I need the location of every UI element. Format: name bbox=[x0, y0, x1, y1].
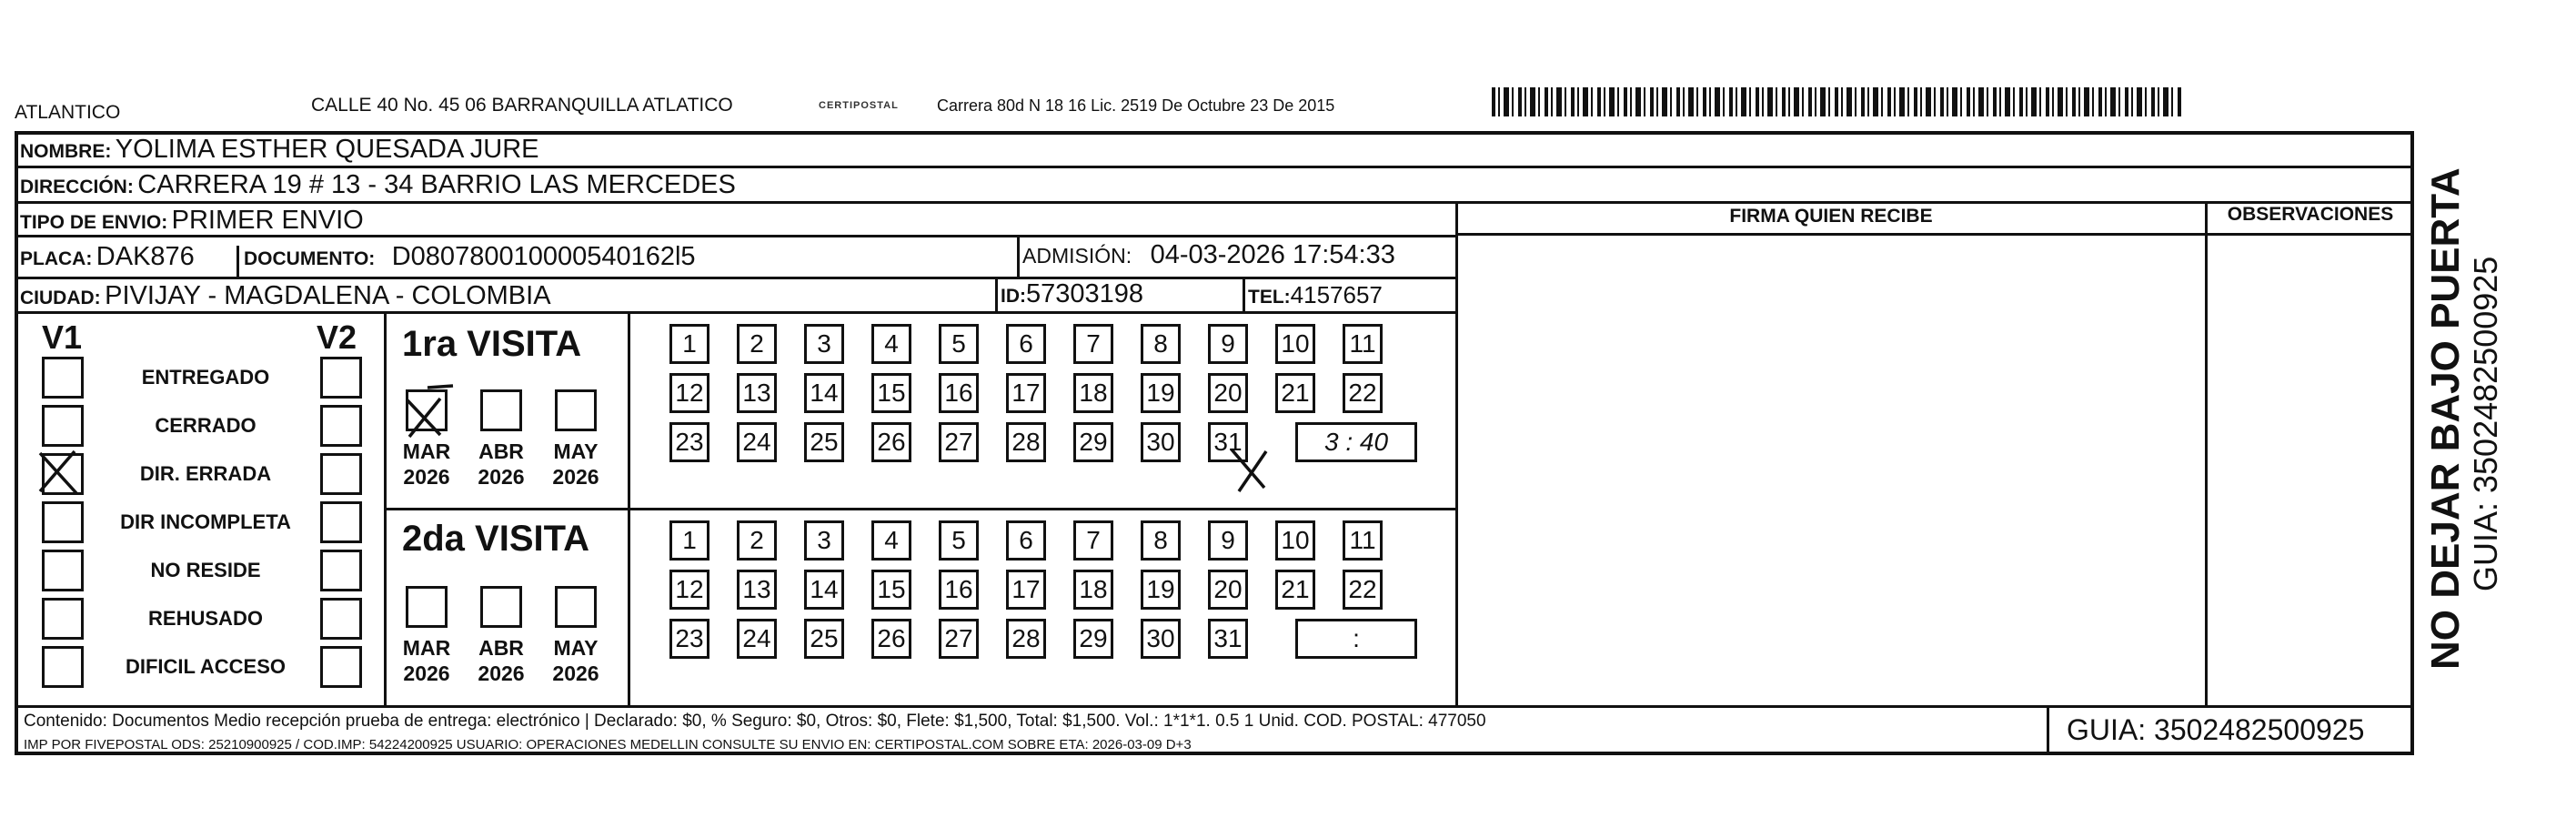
placa-label: PLACA: bbox=[20, 248, 93, 269]
day-box[interactable]: 19 bbox=[1141, 570, 1181, 610]
certipostal-logo: CERTIPOSTAL bbox=[819, 100, 899, 111]
direccion-label: DIRECCIÓN: bbox=[20, 177, 134, 197]
day-box[interactable]: 1 bbox=[669, 520, 709, 560]
month-label bbox=[469, 635, 533, 686]
day-box[interactable]: 24 bbox=[737, 619, 777, 659]
v2-checkbox[interactable] bbox=[320, 598, 362, 640]
admision-value: 04-03-2026 17:54:33 bbox=[1150, 240, 1395, 269]
day-box[interactable]: 15 bbox=[871, 570, 911, 610]
day-box[interactable]: 1 bbox=[669, 324, 709, 364]
day-box[interactable]: 18 bbox=[1073, 570, 1113, 610]
day-box[interactable]: 3 bbox=[804, 520, 844, 560]
day-box[interactable]: 6 bbox=[1006, 324, 1046, 364]
barcode bbox=[1492, 87, 2183, 116]
day-box[interactable]: 13 bbox=[737, 570, 777, 610]
day-box[interactable]: 25 bbox=[804, 619, 844, 659]
tel-label: TEL: bbox=[1248, 287, 1291, 308]
ciudad-row bbox=[20, 281, 551, 311]
placa-value: DAK876 bbox=[96, 242, 195, 271]
day-box[interactable]: 4 bbox=[871, 324, 911, 364]
day-box[interactable]: 12 bbox=[669, 373, 709, 413]
month-checkbox[interactable] bbox=[406, 586, 448, 628]
day-box[interactable]: 18 bbox=[1073, 373, 1113, 413]
month-year: 2026 bbox=[552, 465, 599, 489]
day-check-mark bbox=[1224, 446, 1288, 510]
month-name: MAR bbox=[402, 636, 451, 660]
nombre-label: NOMBRE: bbox=[20, 141, 112, 162]
day-box[interactable]: 21 bbox=[1275, 373, 1315, 413]
v2-checkbox[interactable] bbox=[320, 550, 362, 591]
day-box[interactable]: 31 bbox=[1208, 619, 1248, 659]
status-label: DIR. ERRADA bbox=[139, 462, 272, 485]
v1-checkbox[interactable] bbox=[42, 405, 84, 447]
month-name: ABR bbox=[478, 439, 524, 463]
day-box[interactable]: 22 bbox=[1343, 570, 1383, 610]
day-box[interactable]: 9 bbox=[1208, 520, 1248, 560]
footer-guia: GUIA: 3502482500925 bbox=[2067, 713, 2365, 746]
placa-row bbox=[20, 242, 195, 272]
side-notice: NO DEJAR BAJO PUERTA bbox=[2423, 167, 2468, 670]
v1-label: V1 bbox=[42, 318, 83, 356]
day-box[interactable]: 17 bbox=[1006, 570, 1046, 610]
day-box[interactable]: 21 bbox=[1275, 570, 1315, 610]
day-box[interactable]: 26 bbox=[871, 422, 911, 462]
day-box[interactable]: 30 bbox=[1141, 619, 1181, 659]
day-box[interactable]: 26 bbox=[871, 619, 911, 659]
day-box[interactable]: 13 bbox=[737, 373, 777, 413]
month-label bbox=[395, 635, 458, 686]
day-box[interactable]: 29 bbox=[1073, 619, 1113, 659]
sender-address: CALLE 40 No. 45 06 BARRANQUILLA ATLATICO bbox=[311, 95, 733, 116]
day-box[interactable]: 7 bbox=[1073, 324, 1113, 364]
v1-checkbox[interactable] bbox=[42, 550, 84, 591]
month-checkbox[interactable] bbox=[555, 389, 597, 431]
day-box[interactable]: 4 bbox=[871, 520, 911, 560]
first-visit-title: 1ra VISITA bbox=[402, 324, 582, 364]
tipo-envio-row bbox=[20, 206, 364, 236]
day-box[interactable]: 28 bbox=[1006, 422, 1046, 462]
tel-value: 4157657 bbox=[1290, 281, 1383, 308]
day-box[interactable]: 17 bbox=[1006, 373, 1046, 413]
status-label: REHUSADO bbox=[148, 607, 263, 630]
day-box[interactable]: 6 bbox=[1006, 520, 1046, 560]
day-box[interactable]: 27 bbox=[939, 422, 979, 462]
footer-content-line: Contenido: Documentos Medio recepción prueba de entrega: electrónico | Declarado: $0, % Seguro: $0, Otros: $0, Flete: $1,500, Total: $1,500. Vol.: 1*1*1. 0.5 1 Unid. COD. POSTAL: 477050 bbox=[24, 712, 1486, 731]
month-label bbox=[469, 439, 533, 490]
day-box[interactable]: 20 bbox=[1208, 570, 1248, 610]
status-label: DIFICIL ACCESO bbox=[125, 655, 286, 678]
time-box[interactable]: : bbox=[1295, 619, 1417, 659]
day-box[interactable]: 2 bbox=[737, 520, 777, 560]
license-text: Carrera 80d N 18 16 Lic. 2519 De Octubre 23 De 2015 bbox=[937, 96, 1335, 115]
v2-checkbox[interactable] bbox=[320, 501, 362, 543]
month-name: ABR bbox=[478, 636, 524, 660]
day-box[interactable]: 10 bbox=[1275, 520, 1315, 560]
status-label: ENTREGADO bbox=[141, 366, 270, 389]
status-label: CERRADO bbox=[155, 414, 257, 437]
v2-checkbox[interactable] bbox=[320, 405, 362, 447]
v2-checkbox[interactable] bbox=[320, 453, 362, 495]
tel-row bbox=[1248, 281, 1383, 309]
month-year: 2026 bbox=[403, 465, 450, 489]
v2-checkbox[interactable] bbox=[320, 646, 362, 688]
month-name: MAR bbox=[402, 439, 451, 463]
documento-label: DOCUMENTO: bbox=[244, 248, 376, 269]
admision-label: ADMISIÓN: bbox=[1022, 244, 1132, 268]
month-year: 2026 bbox=[403, 661, 450, 685]
day-box[interactable]: 8 bbox=[1141, 324, 1181, 364]
day-box[interactable]: 30 bbox=[1141, 422, 1181, 462]
month-label bbox=[544, 439, 608, 490]
id-label: ID: bbox=[1001, 286, 1026, 307]
day-box[interactable]: 19 bbox=[1141, 373, 1181, 413]
day-box[interactable]: 22 bbox=[1343, 373, 1383, 413]
region-label: ATLANTICO bbox=[15, 102, 121, 123]
time-box[interactable]: 3 : 40 bbox=[1295, 422, 1417, 462]
month-year: 2026 bbox=[478, 661, 525, 685]
v2-label: V2 bbox=[317, 318, 357, 356]
month-checkbox[interactable] bbox=[480, 586, 522, 628]
month-label bbox=[544, 635, 608, 686]
v1-checkbox[interactable] bbox=[42, 646, 84, 688]
side-guia: GUIA: 3502482500925 bbox=[2467, 256, 2504, 591]
status-label: DIR INCOMPLETA bbox=[120, 510, 291, 533]
day-box[interactable]: 23 bbox=[669, 422, 709, 462]
day-box[interactable]: 3 bbox=[804, 324, 844, 364]
month-check-mark bbox=[400, 382, 464, 446]
day-box[interactable]: 5 bbox=[939, 324, 979, 364]
day-box[interactable]: 9 bbox=[1208, 324, 1248, 364]
day-box[interactable]: 14 bbox=[804, 570, 844, 610]
v1-checkbox[interactable] bbox=[42, 357, 84, 399]
day-box[interactable]: 11 bbox=[1343, 520, 1383, 560]
tipo-envio-label: TIPO DE ENVIO: bbox=[20, 212, 168, 233]
admision-row bbox=[1022, 240, 1395, 270]
day-box[interactable]: 31 bbox=[1208, 422, 1248, 462]
nombre-value: YOLIMA ESTHER QUESADA JURE bbox=[115, 135, 539, 164]
day-box[interactable]: 27 bbox=[939, 619, 979, 659]
month-checkbox[interactable] bbox=[555, 586, 597, 628]
tipo-envio-value: PRIMER ENVIO bbox=[171, 206, 364, 235]
day-box[interactable]: 11 bbox=[1343, 324, 1383, 364]
id-row bbox=[1001, 279, 1143, 309]
day-box[interactable]: 24 bbox=[737, 422, 777, 462]
day-box[interactable]: 10 bbox=[1275, 324, 1315, 364]
day-box[interactable]: 28 bbox=[1006, 619, 1046, 659]
day-box[interactable]: 23 bbox=[669, 619, 709, 659]
day-box[interactable]: 29 bbox=[1073, 422, 1113, 462]
month-name: MAY bbox=[553, 636, 599, 660]
v2-checkbox[interactable] bbox=[320, 357, 362, 399]
footer-print-line: IMP POR FIVEPOSTAL ODS: 25210900925 / COD.IMP: 54224200925 USUARIO: OPERACIONES MEDELLIN CONSULTE SU ENVIO EN: CERTIPOSTAL.COM SOBRE ETA: 2026-03-09 D+3 bbox=[24, 737, 1192, 752]
month-year: 2026 bbox=[478, 465, 525, 489]
id-value: 57303198 bbox=[1026, 279, 1144, 308]
ciudad-label: CIUDAD: bbox=[20, 288, 101, 308]
second-visit-title: 2da VISITA bbox=[402, 519, 589, 559]
day-box[interactable]: 14 bbox=[804, 373, 844, 413]
day-box[interactable]: 12 bbox=[669, 570, 709, 610]
month-year: 2026 bbox=[552, 661, 599, 685]
documento-value: D080780010000540162l5 bbox=[391, 242, 696, 271]
status-label: NO RESIDE bbox=[150, 559, 261, 581]
day-box[interactable]: 16 bbox=[939, 373, 979, 413]
direccion-row bbox=[20, 170, 736, 200]
day-box[interactable]: 20 bbox=[1208, 373, 1248, 413]
nombre-row bbox=[20, 135, 539, 165]
day-box[interactable]: 16 bbox=[939, 570, 979, 610]
day-box[interactable]: 7 bbox=[1073, 520, 1113, 560]
ciudad-value: PIVIJAY - MAGDALENA - COLOMBIA bbox=[105, 281, 551, 310]
day-box[interactable]: 8 bbox=[1141, 520, 1181, 560]
day-box[interactable]: 2 bbox=[737, 324, 777, 364]
month-label bbox=[395, 439, 458, 490]
status-check-mark bbox=[35, 448, 98, 511]
firma-header: FIRMA QUIEN RECIBE bbox=[1729, 206, 1933, 227]
direccion-value: CARRERA 19 # 13 - 34 BARRIO LAS MERCEDES bbox=[137, 170, 736, 199]
v1-checkbox[interactable] bbox=[42, 598, 84, 640]
observaciones-header: OBSERVACIONES bbox=[2227, 204, 2394, 225]
documento-row bbox=[244, 242, 696, 272]
day-box[interactable]: 15 bbox=[871, 373, 911, 413]
day-box[interactable]: 5 bbox=[939, 520, 979, 560]
day-box[interactable]: 25 bbox=[804, 422, 844, 462]
month-checkbox[interactable] bbox=[480, 389, 522, 431]
month-name: MAY bbox=[553, 439, 599, 463]
